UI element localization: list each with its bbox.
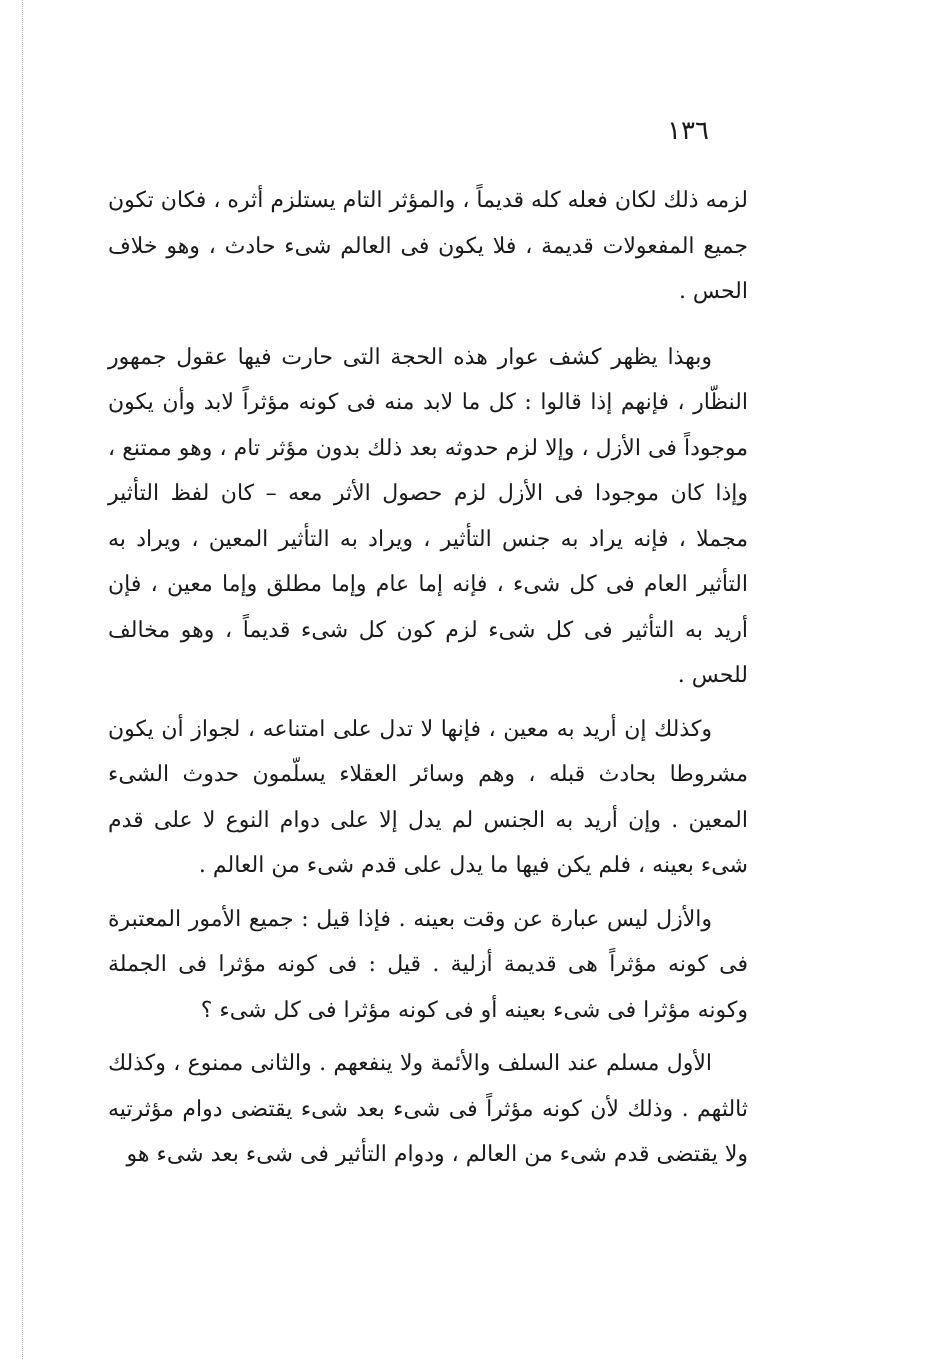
page-number: ١٣٦ <box>667 116 709 146</box>
paragraph-4: والأزل ليس عبارة عن وقت بعينه . فإذا قيل : جميع الأمور المعتبرة فى كونه مؤثراً هى قديمة أزلية . قيل : فى كونه مؤثرا فى الجملة وكونه مؤثرا فى شىء بعينه أو فى كونه مؤثرا فى كل شىء ؟ <box>108 906 748 1023</box>
paragraph-2: وبهذا يظهر كشف عوار هذه الحجة التى حارت فيها عقول جمهور النظّار ، فإنهم إذا قالوا : كل ما لابد منه فى كونه مؤثراً لابد وأن يكون موجوداً فى الأزل ، وإلا لزم حدوثه بعد ذلك بدون مؤثر تام ، وهو ممتنع ، وإذا كان موجودا فى الأزل لزم حصول الأثر معه – كان لفظ التأثير مجملا ، فإنه يراد به جنس التأثير ، ويراد به التأثير المعين ، ويراد به التأثير العام فى كل شىء ، فإنه إما عام وإما مطلق وإما معين ، فإن أريد به التأثير فى كل شىء لزم كون كل شىء قديماً ، وهو مخالف للحس . <box>108 344 748 688</box>
paragraph-5: الأول مسلم عند السلف والأئمة ولا ينفعهم . والثانى ممنوع ، وكذلك ثالثهم . وذلك لأن كونه مؤثراً فى شىء بعد شىء يقتضى دوام مؤثرتيه ولا يقتضى قدم شىء من العالم ، ودوام التأثير فى شىء بعد شىء هو <box>108 1051 748 1167</box>
paragraph-3: وكذلك إن أريد به معين ، فإنها لا تدل على امتناعه ، لجواز أن يكون مشروطا بحادث قبله ، وهم وسائر العقلاء يسلّمون حدوث الشىء المعين . وإن أريد به الجنس لم يدل إلا على دوام النوع لا على قدم شىء بعينه ، فلم يكن فيها ما يدل على قدم شىء من العالم . <box>108 716 748 878</box>
body-text <box>108 178 748 1178</box>
page-gutter-line <box>22 0 23 1359</box>
paragraph-1: لزمه ذلك لكان فعله كله قديماً ، والمؤثر التام يستلزم أثره ، فكان تكون جميع المفعولات قديمة ، فلا يكون فى العالم شىء حادث ، وهو خلاف الحس . <box>108 188 748 304</box>
